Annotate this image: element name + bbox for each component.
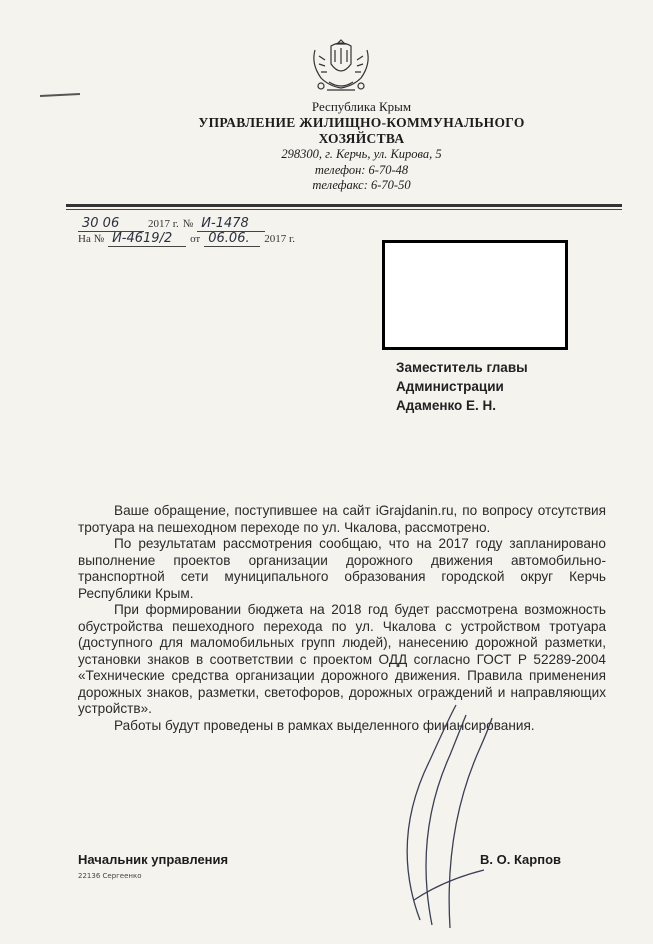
header-phone: телефон: 6-70-48 [314, 162, 409, 177]
outgoing-number: И-1478 [197, 216, 265, 232]
executor-note: 22136 Сергеенко [78, 872, 142, 880]
header-fax: телефакс: 6-70-50 [312, 178, 411, 192]
outgoing-date: 30 06 [78, 216, 144, 232]
body-paragraph-1: Ваше обращение, поступившее на сайт iGrajdanin.ru, по вопросу отсутствия тротуара на пешеходном переходе по ул. Чкалова, рассмотрено. [78, 503, 606, 535]
header-org-line1: УПРАВЛЕНИЕ ЖИЛИЩНО-КОММУНАЛЬНОГО [198, 115, 525, 130]
handwritten-signature [380, 700, 510, 930]
addressee-name: Адаменко Е. Н. [396, 398, 497, 413]
signatory-name: В. О. Карпов [480, 852, 561, 867]
incoming-year: 2017 г. [264, 233, 296, 245]
incoming-registration [78, 229, 295, 247]
addressee-block [396, 358, 528, 415]
header-region: Республика Крым [311, 99, 412, 114]
body-paragraph-4: Работы будут проведены в рамках выделенного финансирования. [114, 717, 535, 733]
letter-body [78, 503, 606, 734]
body-paragraph-3: При формировании бюджета на 2018 год будет рассмотрена возможность обустройства пешеходного перехода по ул. Чкалова с устройством тротуара (доступного для маломобильных групп людей), нанесению дорожной разметки, установки знаков в соответствии с проектом ОДД согласно ГОСТ Р 52289-2004 «Технические средства организации дорожного движения. Правила применения дорожных знаков, разметки, светофоров, дорожных ограждений и направляющих устройств». [78, 602, 606, 716]
body-paragraph-2: По результатам рассмотрения сообщаю, что на 2017 году запланировано выполнение проектов организации дорожного движения автомобильно-транспортной сети муниципального образования городской округ Керчь Республики Крым. [78, 536, 606, 601]
signatory-title: Начальник управления [78, 852, 229, 867]
header-rule-thick [66, 204, 622, 207]
header-org-line2: ХОЗЯЙСТВА [318, 131, 405, 146]
header-contacts [35, 147, 653, 194]
incoming-date: 06.06. [204, 231, 260, 247]
coat-of-arms-emblem [309, 36, 373, 96]
incoming-no-label: На № [78, 233, 105, 245]
header-address: 298300, г. Керчь, ул. Кирова, 5 [281, 147, 442, 161]
incoming-number: И-4619/2 [108, 231, 186, 247]
outgoing-no-label: № [182, 218, 194, 230]
addressee-organization: Администрации [396, 379, 504, 394]
header-organization [35, 115, 653, 147]
outgoing-year: 2017 г. [148, 218, 179, 230]
addressee-position: Заместитель главы [396, 360, 528, 375]
header-rule-thin [66, 209, 622, 210]
redacted-area [382, 240, 568, 350]
margin-mark [40, 93, 80, 97]
incoming-from-label: от [190, 233, 201, 245]
